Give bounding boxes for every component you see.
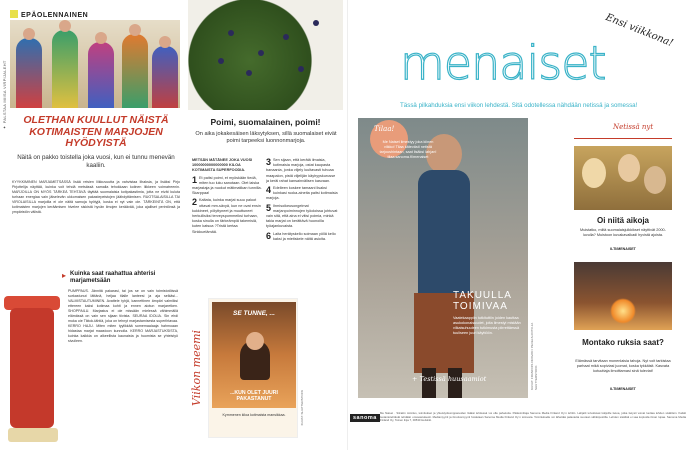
blueberry-bush-photo	[188, 0, 343, 110]
costumed-people-photo	[10, 20, 180, 108]
middle-lead: On aika jokakesäisen läksytyksen, sillä suomalaiset eivät poimi tarpeeksi luonnonmarjoja.	[195, 131, 337, 145]
celebrities-photo	[574, 146, 672, 210]
list-item: 1 Et paitsi poimi, et myöskään tiedä, miten tuo luku sanotaan. Olet laiska marjastaja ja nuokut mätimatikan tunnilla. Skarppaa!	[192, 175, 262, 196]
story2-source: ILTI/MENAISET	[610, 387, 636, 391]
story1-text: Muistatko, miltä suomalaisjulkkikset näyttivät 2000-luvulla? Muistoon kuvakavalkadi hyvistä ajoista.	[580, 228, 666, 237]
story1-source: ILTI/MENAISET	[610, 247, 636, 251]
photo-credit: KUVAT: SHUTTERSTOCK	[300, 390, 304, 426]
left-body: KYYKKIMINEN MARJAMETSÄSSÄ lisää reisien liikkuvuutta ja vahvistaa lihaksia, ja lisäksi Pirjo Pirjottelija näyttää, kuinka voit tehdä metsässä samalla tehokkaan koiinen liikkeen voimatreenin. MARJOILLA ON MYÖS TÄRKEÄ TEHTÄVÄ täyttää suomalaisia kotipakastimia, jotta ne eivät kuluta turhaan energiaa vain jäiselevän ukkomaisen pakastepeistojen jäähdyttämisen. RUOTSALAISILLA TAI VIROLAISILLA marjoilla ei ole näitä samoja hyötyjä, koska ei nyt vain ole. TÄRKEINTÄ ON, että kotimaisten marjojen keräämisen hivelee siskistä hyvän ilmojen keräävää, joka ajalliset perintönsä ja ympäristön välistä.	[12, 180, 180, 214]
campfire-photo	[574, 262, 672, 330]
ensi-viikon-label: Ensi viikkona!	[603, 12, 675, 50]
meme-card	[208, 298, 298, 438]
divider	[574, 138, 672, 139]
left-lead: Näitä on pakko toistella joka vuosi, kun ei tunnu menevän kaaliin.	[17, 154, 175, 169]
story1-title: Oi niitä aikoja	[596, 216, 649, 225]
subscribe-text: Me Naiset ilmestyy joka kiinen viikko! Tilaa kätevästi netistä tarjoushintaan, saat lisäksi lahjan! tilaa.sanoma.fi/menaiset	[379, 140, 437, 159]
list-item: 3 Sen sijaan, että kerätä ilmaisia, kotimaisia marjoja, ostat kaupasta banaania, jonka viljely luultavasti tuhoaa maapalon, pistä viljelijän käyhyyskurusse ja keräi rahat kansainvälisen kasvaan.	[266, 158, 336, 183]
middle-headline: Poimi, suomalainen, poimi!	[210, 117, 321, 127]
right-lead: Tässä pilkahduksia ensi viikon lehdestä. Sitä odotellessa nähdään netissä ja somessa!	[400, 102, 638, 109]
numbered-list-col2	[266, 158, 338, 244]
takuulla-title: TAKUULLA TOIMIVAA	[453, 290, 512, 312]
vertical-credit: ✦ PALSTAA MIISA VIRPIJALEHT	[2, 60, 7, 130]
list-item: 2 Kaltata, kuinka marjat suuu paloot ottavat mm-sävyä, kun ne ovat ensin kukkineet, pölyttyneet ja muuttuneet herkullisiksi terveyspommeiksi turhaan, koska sinulla on tärkeämpiä takemisiä, kuten katsoa ?Tristä kertaa Sinkkuelämää.	[192, 198, 261, 234]
list-item: 6 Laita herätyskello soimaan yöllä kello kaksi ja mietiskele näitä asioita.	[266, 231, 336, 241]
left-headline: OLETHAN KUULLUT NÄISTÄ KOTIMAISTEN MARJOJEN HYÖDYISTÄ	[23, 114, 169, 149]
list-item: 5 Ihmisoikeusongelmat marjanpoiminnojen työoloissa johtuvat vain sitä, että aina ei vitisi poimia, minkä takia marjat on kerättävä huonoilla työajankuvaista.	[266, 203, 338, 229]
netissa-nyt-title: Netissä nyt	[613, 123, 654, 131]
takuulla-box	[453, 290, 528, 336]
sidebar-box	[62, 271, 180, 446]
meme-photo	[212, 302, 296, 408]
story2-text: Elämässä tarvitaan monenlaisia tahoja. Nyt voit tarkistaa parhaat mikä sopiviasi juomat, koska tykkäisit. Kasvata kotuuttaja ilmoittamasi sinä tuleviat!	[575, 359, 671, 373]
footer-text: Me Naiset · Sitrakin toimitus, toimitukset ja yhteistyökumppaneiden lisäksi lehdessä voi olla palveluita. Päätoimittaja Sanoma Media Finland Oy:n lehtiin. Lahjatit toivottavat lukijoille tietoa, jotka tietysti voivat luottaa lehden sisältöön. Kaikki tuotantotehtävät tehdään omavastuisesti. Mediamyynti ja ilmoitusmyynti hoidetaan Sanoma Media Finland Oy:n toimesta. Toimitukselle voi lähettää palautetta suoraan sähköpostilla. Lehden sisältöä ei saa kopioida ilman lupaa. Sanoma Media Finland Oy, Toinen linja 7, 00530 Helsinki.	[380, 411, 686, 423]
section-label: EPÄOLENNAINEN	[10, 10, 88, 19]
sidebar-title: Kuinka saat raahattua ahterisi marjametsään	[70, 271, 156, 284]
sanoma-logo: sanoma	[350, 414, 380, 422]
list-intro: METSÄN MÄTÄNEE JOKA VUOSI 10000000000000000 KILOA KOTIMAISTA SUPERFOODIA.	[192, 158, 253, 173]
story2-title: Montako ruksia saat?	[582, 338, 664, 347]
sidebar-body: PUMPPAUS. Jännitä pakarasi, tai jos se on vain toimistotöissä surkastunut lättänä, heijaa tilalle lanteesi ja aja selkäsi... VALMISTAUTUMINEN. Avattele tyhjä, kannettinen ämpäri valmiiksi ettereen kaksi kotimaa kohti ja ennen aiotun marjaretken. SHOPPAILU. Marjastus ei ole missään mielessä vähimmällä elämässä on vain sen sijaan tiivista. SEURAA IDOLIA. Sin ehdi muka oie Tiktok-tähtiä, joka on tehnyt marjastamisesta superihtavaa. KERRO HAJU. Miten miten tyylikkää somemaalaaja hahmoaan hidastaa marjat maastoon kunnolla. KERRO MARJASTUKSISTA, kuinka kaikkia on alkeellista kaunaista ja huomista se yhteistyö sivuileen.	[68, 289, 178, 343]
subscribe-title: Tilaa!	[374, 125, 395, 133]
meme-title-top: SE TUNNE, ...	[233, 310, 275, 317]
magazine-title: menaiset	[400, 36, 606, 90]
meme-title-bottom: ...KUN OLET JUURI PAKASTANUT	[230, 390, 278, 402]
testissa-text: + Testissä huusaamiot	[412, 375, 487, 383]
meme-label: Viikon meemi	[190, 329, 203, 406]
arrow-icon: ▸	[62, 271, 67, 280]
right-page	[348, 0, 696, 450]
list-item: 4 Edelleen koskee tamaani lisaksi kuinkasi ruoka-aineita paitsi kotimaisia marjoja.	[266, 186, 338, 201]
numbered-list-col1	[192, 158, 262, 237]
photo-credit-right: KUVAT: FRANCOIS ORAVAN / PEXELS-FOTO.JA SHUTTERSTOCK	[530, 322, 538, 390]
meme-caption: Kymmenen kiloa kotimaista mansikkaa.	[222, 413, 286, 417]
fashion-model-photo	[358, 118, 528, 398]
takuulla-text: Vaatekaappiin tutkituttiin joiden kauttaa asukokonaisuudet, joita ilmestyi mistään vilkaisuhuuleen tutkimusta piirrettäessä tuuliseen juuri käyttöön.	[453, 316, 521, 335]
berry-jar-illustration	[4, 278, 62, 446]
